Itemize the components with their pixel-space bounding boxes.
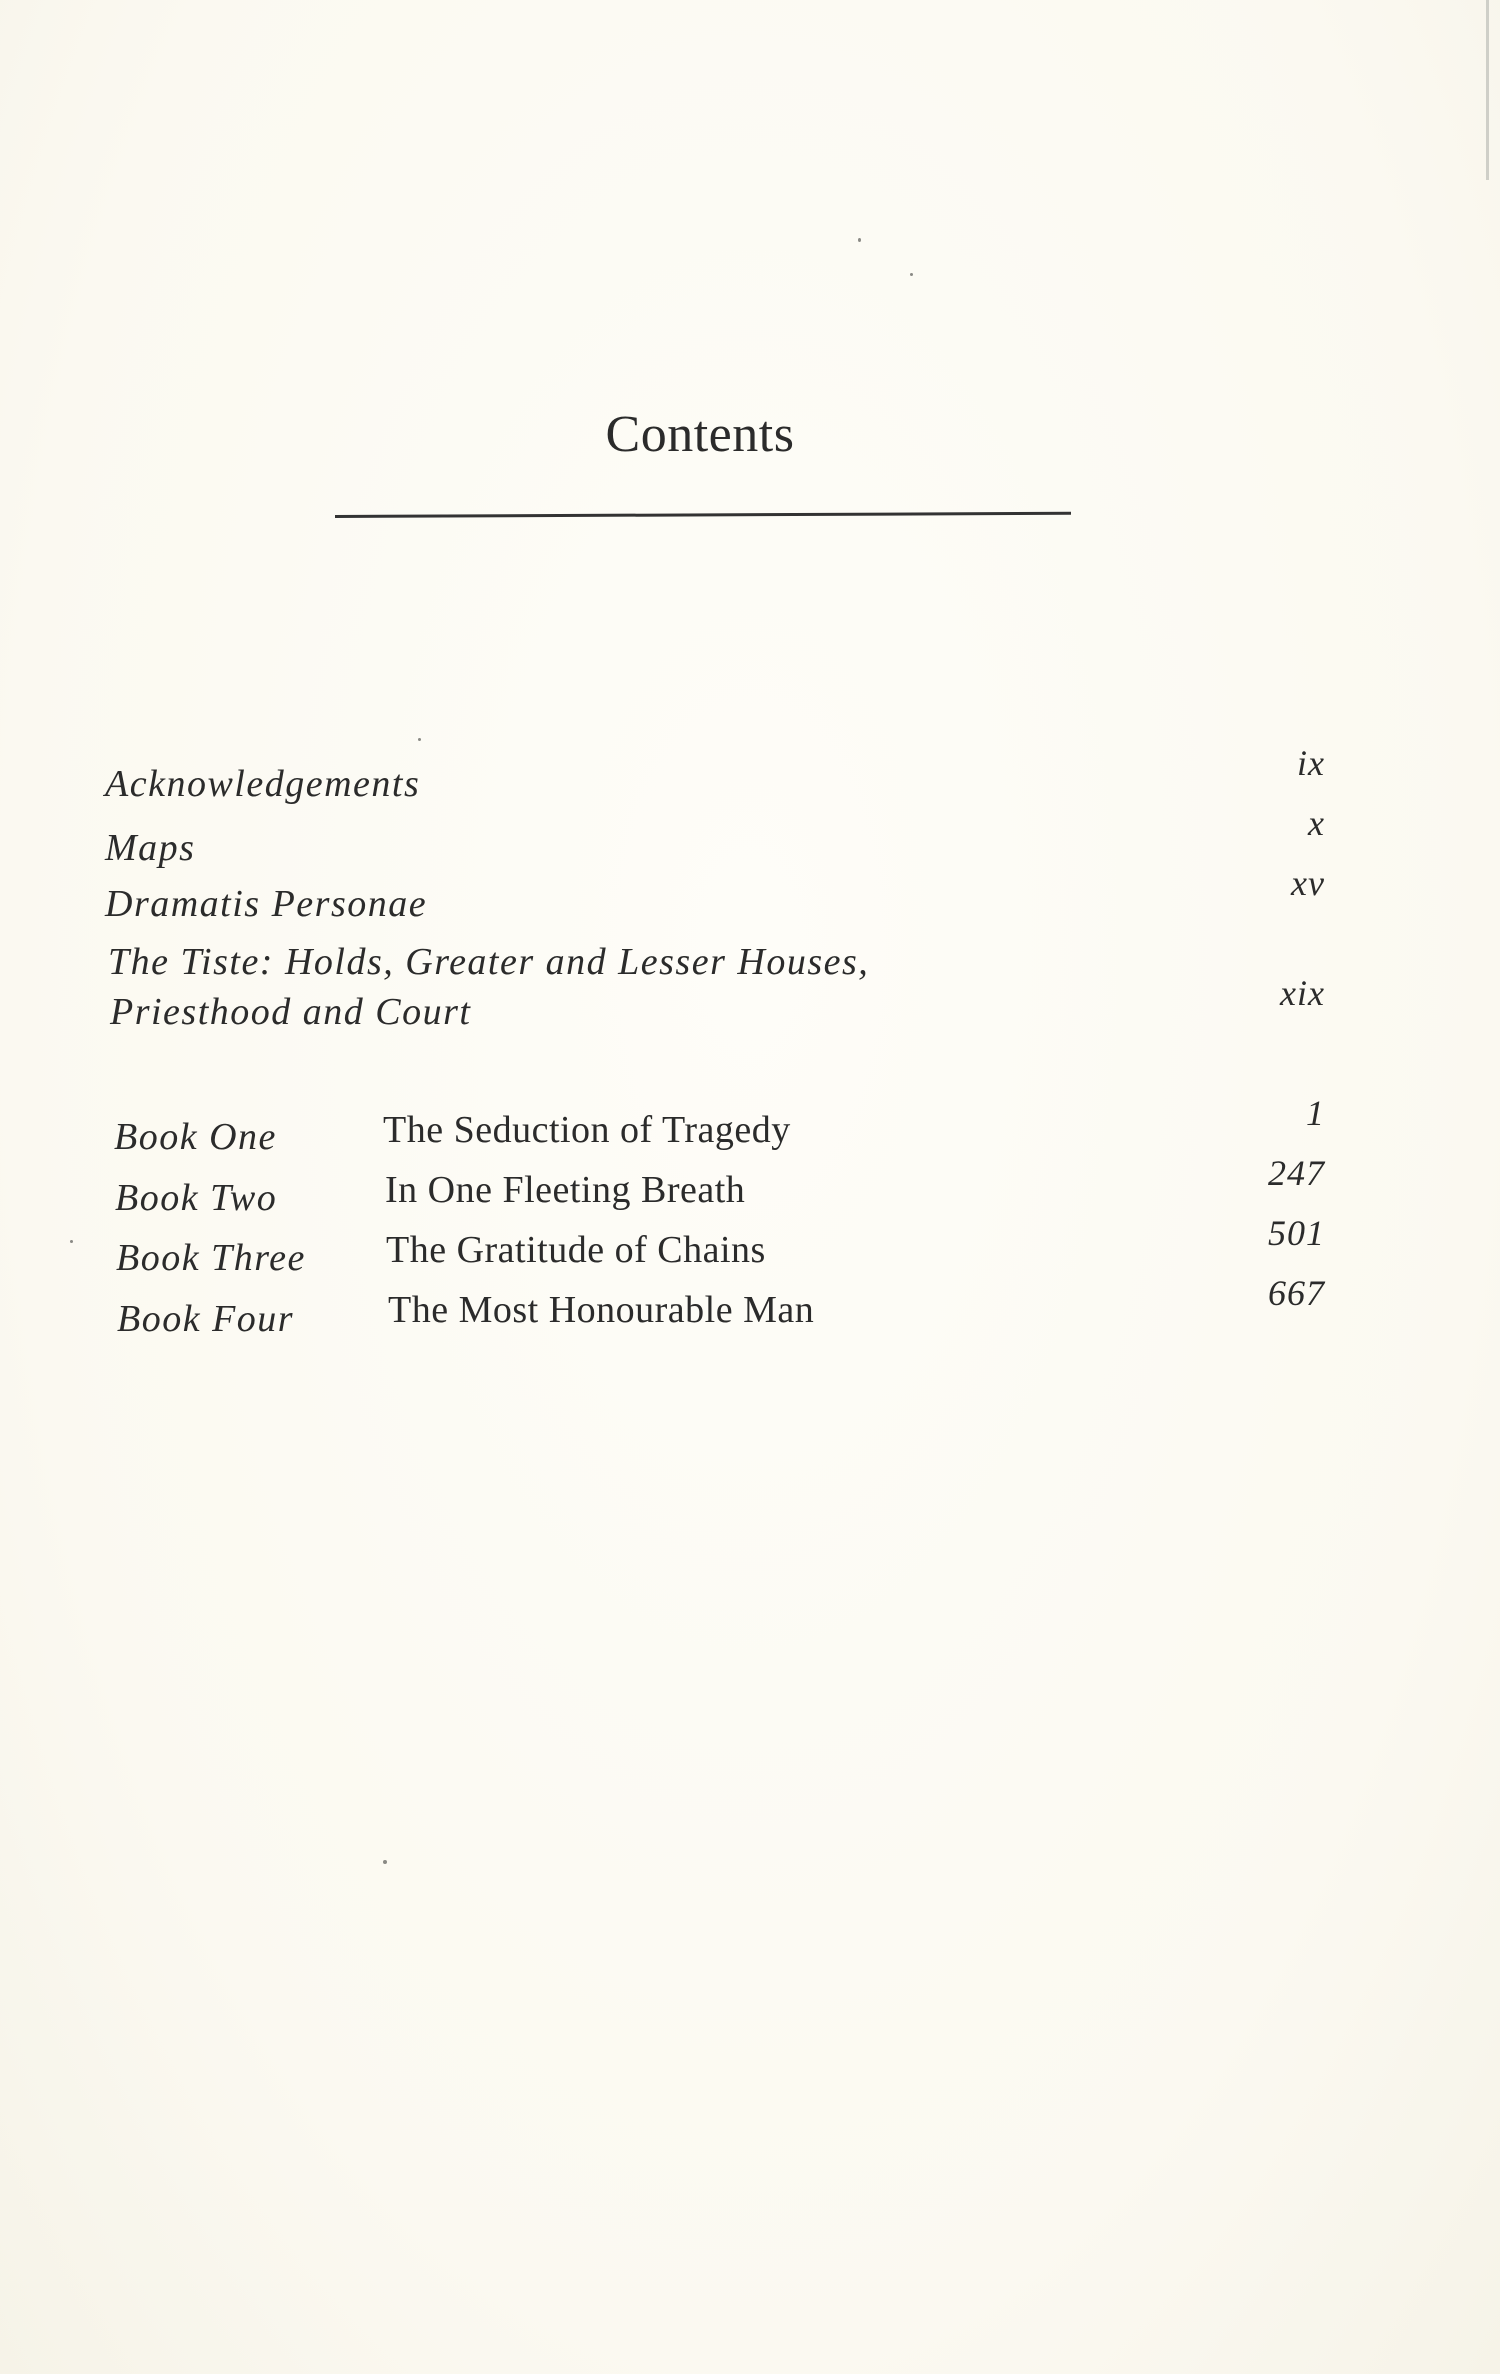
paper-speck bbox=[910, 273, 913, 276]
title-rule bbox=[335, 512, 1071, 518]
book-title-two: In One Fleeting Breath bbox=[385, 1169, 746, 1211]
paper-speck bbox=[418, 738, 421, 741]
book-label-two: Book Two bbox=[115, 1177, 278, 1219]
toc-page-maps: x bbox=[1308, 803, 1325, 843]
book-title-four: The Most Honourable Man bbox=[388, 1289, 815, 1331]
toc-entry-dramatis-personae: Dramatis Personae bbox=[105, 883, 428, 925]
book-label-one: Book One bbox=[114, 1116, 277, 1158]
book-label-three: Book Three bbox=[116, 1237, 306, 1279]
paper-speck bbox=[70, 1240, 73, 1243]
toc-page-tiste: xix bbox=[1280, 973, 1325, 1013]
book-page-two: 247 bbox=[1268, 1153, 1325, 1193]
toc-page-dramatis-personae: xv bbox=[1291, 863, 1325, 903]
book-page-three: 501 bbox=[1268, 1213, 1325, 1253]
toc-entry-tiste-line1: The Tiste: Holds, Greater and Lesser Houses, bbox=[108, 941, 870, 983]
toc-entry-tiste-line2: Priesthood and Court bbox=[110, 991, 472, 1033]
paper-speck bbox=[383, 1860, 387, 1864]
page-edge-line bbox=[1486, 0, 1489, 180]
book-label-four: Book Four bbox=[117, 1298, 295, 1340]
toc-entry-maps: Maps bbox=[105, 827, 196, 869]
toc-entry-acknowledgements: Acknowledgements bbox=[105, 763, 421, 805]
toc-page-acknowledgements: ix bbox=[1297, 743, 1325, 783]
book-page-four: 667 bbox=[1268, 1273, 1325, 1313]
paper-speck bbox=[858, 238, 861, 242]
book-page-one: 1 bbox=[1306, 1093, 1325, 1133]
book-title-three: The Gratitude of Chains bbox=[386, 1229, 766, 1271]
book-title-one: The Seduction of Tragedy bbox=[383, 1109, 791, 1151]
page-title: Contents bbox=[605, 406, 795, 463]
